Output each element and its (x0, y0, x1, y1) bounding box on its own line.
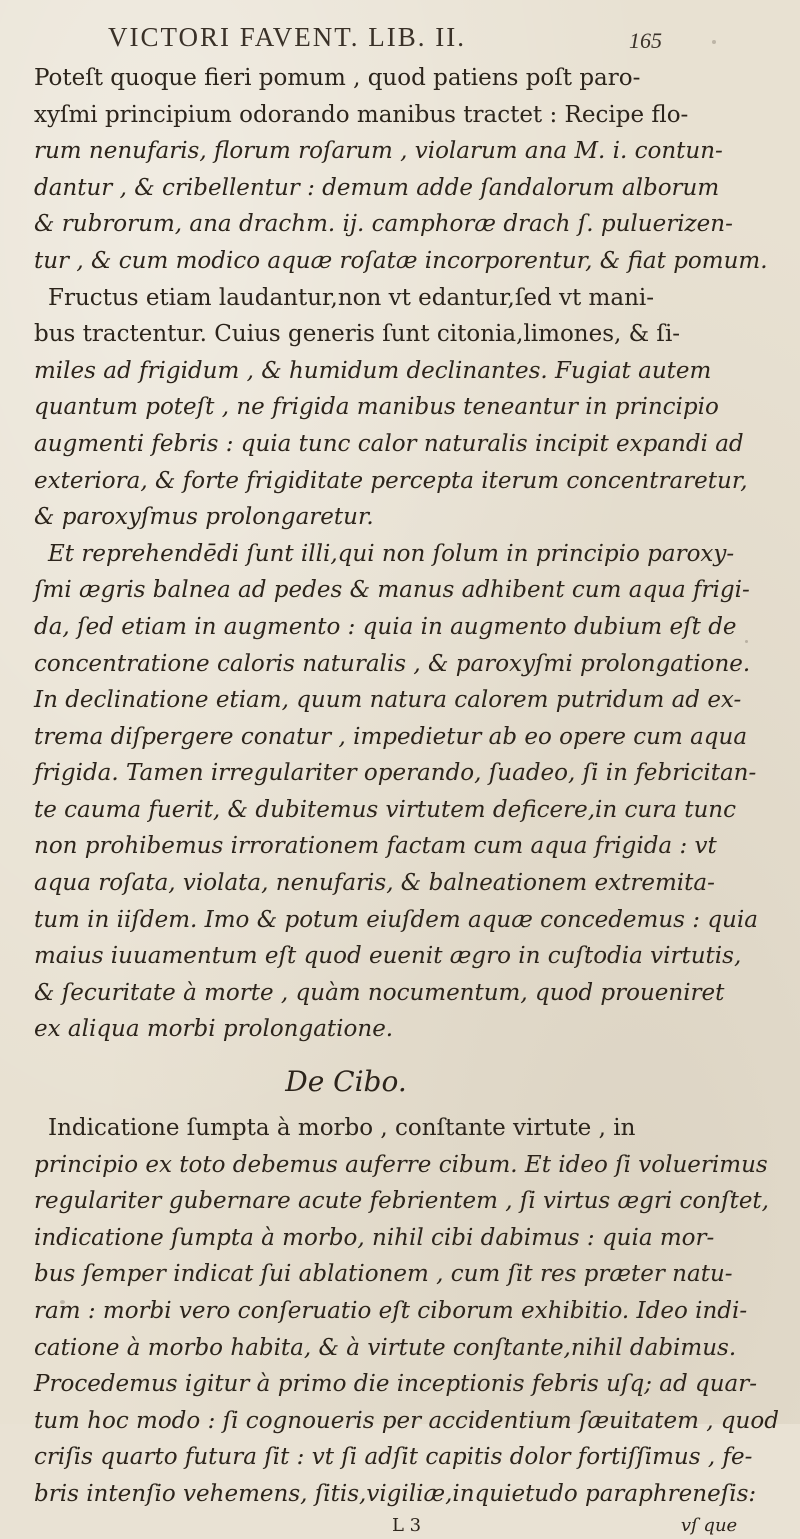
text-line: & ſecuritate à morte , quàm nocumentum, quod proueniret (34, 979, 725, 1006)
text-line: exteriora, & forte frigiditate percepta iterum concentraretur, (34, 467, 748, 494)
text-line: ram : morbi vero conſeruatio eſt ciborum exhibitio. Ideo indi- (34, 1298, 748, 1324)
text-line: bris intenſio vehemens, ſitis,vigiliæ,inquietudo paraphreneſis: (34, 1480, 757, 1507)
paragraph-fructus (34, 280, 748, 536)
text-line: trema diſpergere conatur , impedietur ab eo opere cum aqua (34, 723, 748, 750)
text-line: Fructus etiam laudantur,non vt edantur,ſed vt mani- (48, 284, 655, 311)
text-line: principio ex toto debemus auferre cibum. Et ideo ſi voluerimus (34, 1151, 768, 1178)
text-line: frigida. Tamen irregulariter operando, ſuadeo, ſi in febricitan- (34, 760, 757, 787)
paper-speck (745, 640, 748, 643)
text-line: tum in iiſdem. Imo & potum eiuſdem aquæ concedemus : quia (34, 906, 758, 933)
running-title: VICTORI FAVENT. LIB. II. (108, 22, 466, 52)
text-line: rum nenufaris, florum roſarum , violarum ana M. i. contun- (34, 138, 723, 165)
text-line: bus tractentur. Cuius generis ſunt citonia,limones, & ſi- (34, 321, 681, 348)
page-number: 165 (629, 28, 662, 53)
text-line: Procedemus igitur à primo die inceptionis febris uſq; ad quar- (34, 1371, 758, 1398)
text-line: tur , & cum modico aquæ roſatæ incorporentur, & fiat pomum. (34, 247, 768, 274)
text-line: dantur , & cribellentur : demum adde ſandalorum alborum (34, 174, 720, 201)
page-footer (34, 1513, 738, 1539)
paragraph-reprehendendi (34, 536, 758, 1048)
text-line: catione à morbo habita, & à virtute conſtante,nihil dabimus. (34, 1334, 737, 1361)
page-body (34, 60, 779, 1539)
text-line: tum hoc modo : ſi cognoueris per accidentium ſæuitatem , quod (34, 1407, 779, 1434)
text-line: ex aliqua morbi prolongatione. (34, 1016, 394, 1043)
text-line: Et reprehendēdi ſunt illi,qui non ſolum in principio paroxy- (48, 540, 735, 567)
paper-speck (520, 1380, 523, 1383)
text-line: da, ſed etiam in augmento : quia in augmento dubium eſt de (34, 613, 737, 640)
paper-speck (712, 40, 716, 44)
text-line: xyſmi principium odorando manibus tractet : Recipe flo- (34, 101, 689, 128)
text-line: aqua roſata, violata, nenufaris, & balneationem extremita- (34, 870, 715, 897)
text-line: te cauma fuerit, & dubitemus virtutem deficere,in cura tunc (34, 796, 736, 823)
text-line: criſis quarto futura ſit : vt ſi adſit capitis dolor fortiſſimus , fe- (34, 1444, 753, 1471)
text-line: & rubrorum, ana drachm. ij. camphoræ drach ſ. puluerizen- (34, 211, 733, 238)
paragraph-pomum (34, 60, 768, 280)
text-line: ſmi ægris balnea ad pedes & manus adhibent cum aqua frigi- (34, 577, 750, 604)
text-line: regulariter gubernare acute febrientem , ſi virtus ægri conſtet, (34, 1188, 769, 1215)
text-line: quantum poteſt , ne frigida manibus teneantur in principio (34, 394, 719, 421)
signature-mark: L 3 (392, 1514, 422, 1536)
section-heading-de-cibo: De Cibo. (285, 1065, 407, 1099)
text-line: non prohibemus irrorationem factam cum aqua frigida : vt (34, 833, 717, 860)
text-line: augmenti febris : quia tunc calor naturalis incipit expandi ad (34, 430, 744, 457)
text-line: In declinatione etiam, quum natura calorem putridum ad ex- (34, 687, 742, 714)
text-line: Indicatione ſumpta à morbo , conſtante virtute , in (48, 1115, 636, 1142)
text-line: indicatione ſumpta à morbo, nihil cibi dabimus : quia mor- (34, 1224, 715, 1251)
text-line: miles ad frigidum , & humidum declinantes. Fugiat autem (34, 357, 712, 384)
paper-speck (60, 1300, 65, 1304)
text-line: Poteſt quoque fieri pomum , quod patiens poſt paro- (34, 65, 641, 91)
catchword: vſ que (680, 1514, 738, 1536)
text-line: bus ſemper indicat ſui ablationem , cum ſit res præter natu- (34, 1261, 733, 1288)
paragraph-indicatione (34, 1110, 779, 1513)
text-line: concentratione caloris naturalis , & paroxyſmi prolongatione. (34, 650, 751, 677)
text-line: & paroxyſmus prolongaretur. (34, 504, 374, 531)
text-line: maius iuuamentum eſt quod euenit ægro in cuſtodia virtutis, (34, 943, 742, 970)
